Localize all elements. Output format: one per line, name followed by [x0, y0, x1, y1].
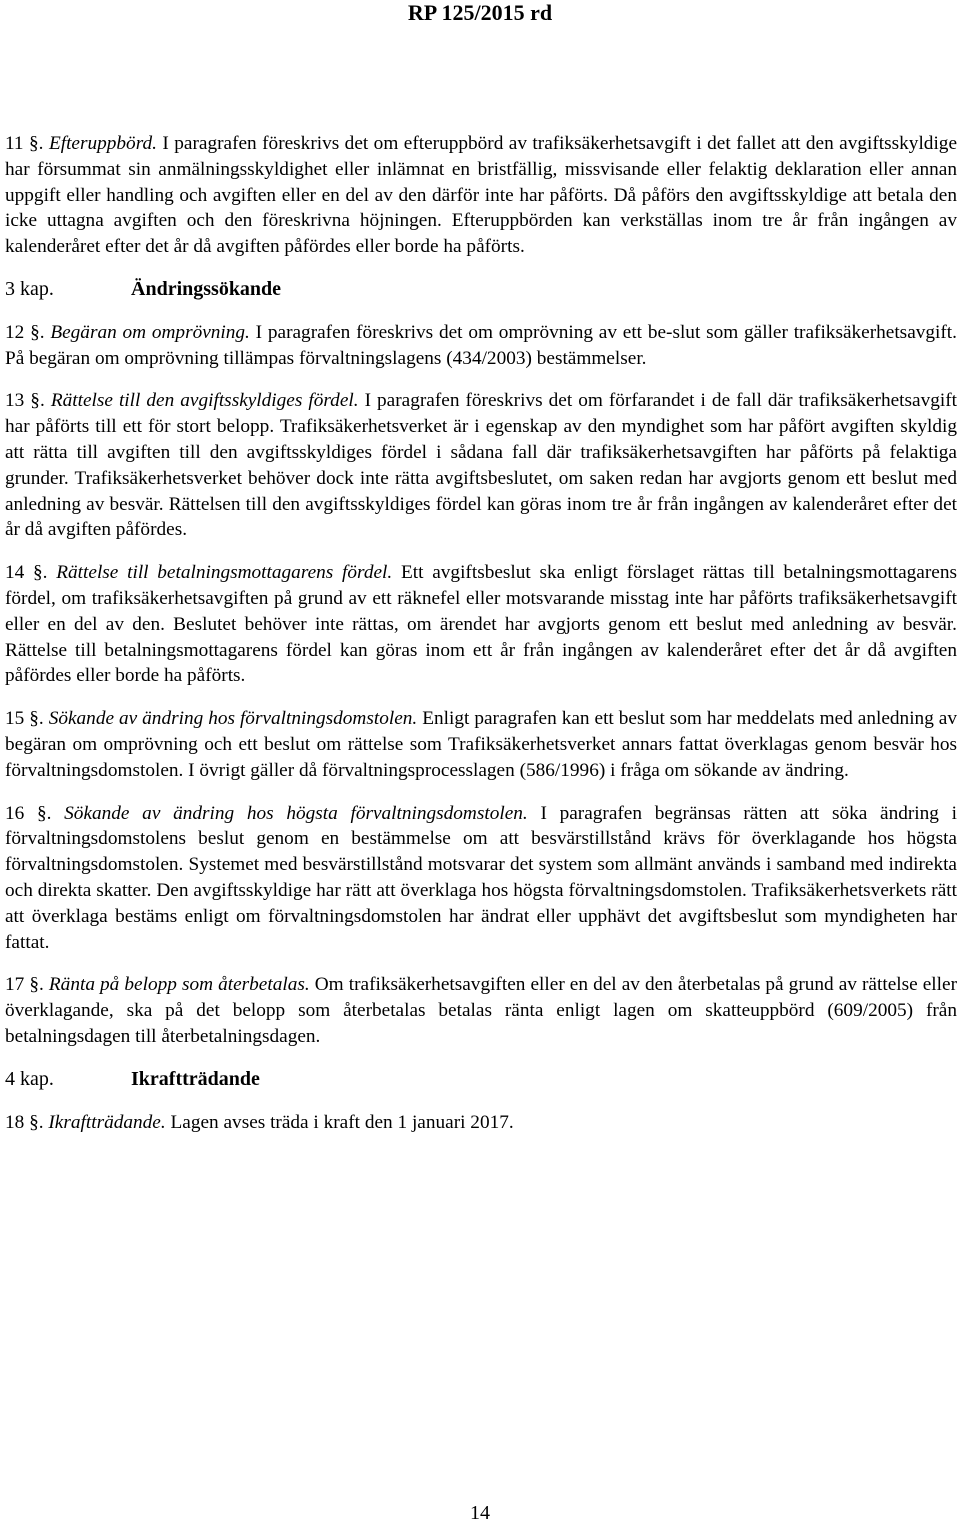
document-body — [5, 131, 957, 1152]
section-12 — [5, 320, 957, 372]
section-title: Sökande av ändring hos förvaltningsdomstolen. — [48, 708, 418, 730]
section-text: I paragrafen begränsas rätten att söka ändring i förvaltningsdomstolens beslut genom en bestämmelse om att besvärstillstånd krävs för överklagande hos högsta förvaltningsdomstolen. Systemet med besvärstillstånd motsvarar det system som allmänt används i samband med indirekta och direkta skatter. Den avgiftsskyldige har rätt att överklaga hos högsta förvaltningsdomstolen. Trafiksäkerhetsverkets rätt att överklaga bestäms enligt om förvaltningsdomstolen har ändrat eller upphävt det avgiftsbeslut som myndigheten har fattat. — [5, 802, 957, 953]
chapter-3-heading — [5, 277, 957, 303]
section-16 — [5, 801, 957, 956]
section-number: 16 §. — [5, 802, 52, 824]
document-header — [0, 0, 960, 26]
section-11 — [5, 131, 957, 260]
section-text: I paragrafen föreskrivs det om efteruppbörd av trafiksäkerhetsavgift i det fallet att den avgiftsskyldige har försummat sin anmälningsskyldighet eller inlämnat en bristfällig, missvisande eller felaktig deklaration eller annan uppgift eller handling och avgiften eller en del av den därför inte har påförts. Då påförs den avgiftsskyldige att betala den icke uttagna avgiften och den föreskrivna höjningen. Efteruppbörden kan verkställas inom tre år från ingången av kalenderåret efter det år då avgiften påfördes eller borde ha påförts. — [5, 133, 957, 258]
section-number: 11 §. — [5, 133, 44, 154]
section-13 — [5, 388, 957, 543]
page-footer — [0, 1502, 960, 1524]
chapter-4-heading — [5, 1067, 957, 1093]
section-number: 12 §. — [5, 321, 45, 343]
chapter-title: Ändringssökande — [131, 277, 282, 300]
section-text: Enligt paragrafen kan ett beslut som har meddelats med anledning av begäran om omprövning och ett beslut om rättelse som Trafiksäkerhetsverket annars fattat överklagas genom besvär hos förvaltningsdomstolen. I övrigt gäller då förvaltningsprocesslagen (586/1996) i fråga om sökande av ändring. — [5, 708, 958, 781]
section-15 — [5, 706, 957, 783]
section-number: 15 §. — [5, 708, 44, 730]
section-number: 18 §. — [5, 1111, 44, 1133]
section-number: 13 §. — [5, 390, 45, 412]
chapter-number: 4 kap. — [5, 1067, 54, 1090]
chapter-title: Ikraftträdande — [131, 1067, 260, 1090]
section-text: I paragrafen föreskrivs det om omprövning av ett be-slut som gäller trafiksäkerhetsavgift. På begäran om omprövning tillämpas förvaltningslagens (434/2003) bestämmelser. — [5, 321, 957, 369]
section-title: Ikraftträdande. — [48, 1111, 166, 1133]
section-17 — [5, 972, 957, 1049]
section-text: I paragrafen föreskrivs det om förfarandet i de fall där trafiksäkerhetsavgift har påförts till ett för stort belopp. Trafiksäkerhetsverket är i egenskap av den myndighet som har påfört avgiften skyldig att rätta till avgiften till den avgiftsskyldiges fördel i sådana fall där trafiksäkerhetsavgiften har påförts på felaktiga grunder. Trafiksäkerhetsverket behöver dock inte rätta avgiftsbeslutet, om saken redan har avgjorts genom ett beslut med anledning av besvär. Rättelsen till den avgiftsskyldiges fördel kan göras inom tre år från ingången av kalenderåret efter det år då avgiften påfördes. — [5, 390, 957, 541]
section-14 — [5, 560, 957, 689]
section-18 — [5, 1110, 957, 1136]
section-number: 14 §. — [5, 562, 48, 584]
chapter-number: 3 kap. — [5, 277, 54, 300]
section-number: 17 §. — [5, 974, 44, 996]
section-title: Ränta på belopp som återbetalas. — [48, 974, 310, 996]
section-text: Ett avgiftsbeslut ska enligt förslaget rättas till betalningsmottagarens fördel, om trafiksäkerhetsavgiften på grund av ett räknefel eller motsvarande misstag inte har påförts trafiksäkerhetsavgift eller en del av den. Beslutet behöver inte rättas, om ärendet har avgjorts genom ett beslut med anledning av besvär. Rättelse till betalningsmottagarens fördel kan göras inom ett år från ingången av kalenderåret efter det år då avgiften påfördes eller borde ha påförts. — [5, 562, 957, 687]
section-text: Om trafiksäkerhetsavgiften eller en del av den återbetalas på grund av rättelse eller överklagande, ska på det belopp som återbetalas betalas ränta enligt lagen om skatteuppbörd (609/2005) från betalningsdagen till återbetalningsdagen. — [5, 974, 957, 1047]
section-title: Rättelse till den avgiftsskyldiges fördel. — [50, 390, 359, 412]
section-title: Efteruppbörd. — [48, 133, 157, 154]
section-text: Lagen avses träda i kraft den 1 januari 2017. — [170, 1111, 514, 1133]
page-number: 14 — [470, 1502, 490, 1524]
section-title: Begäran om omprövning. — [50, 321, 250, 343]
document-reference: RP 125/2015 rd — [407, 0, 553, 25]
section-title: Rättelse till betalningsmottagarens fördel. — [56, 562, 393, 584]
section-title: Sökande av ändring hos högsta förvaltningsdomstolen. — [64, 802, 528, 824]
